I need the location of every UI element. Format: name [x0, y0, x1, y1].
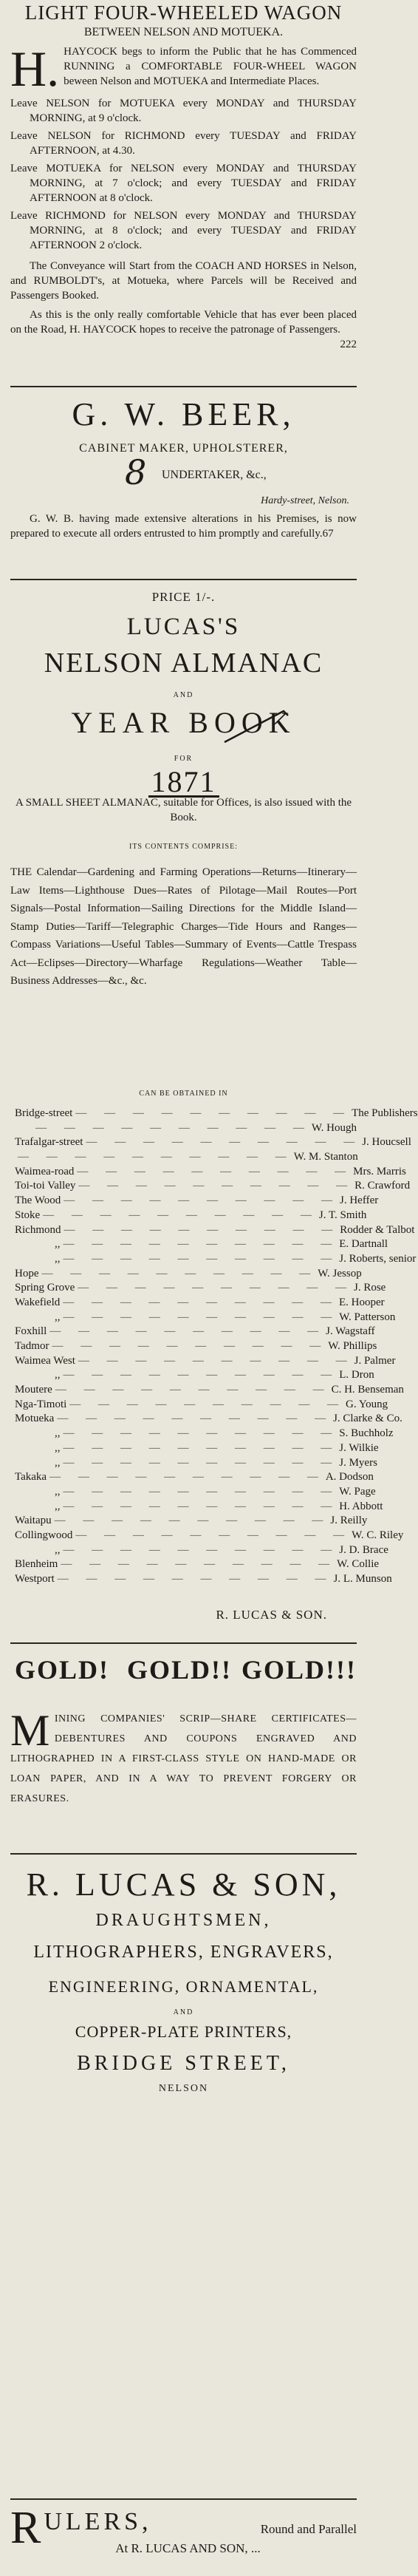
leader-dots: — — — — — — — — — — — [63, 1485, 340, 1498]
divider — [10, 386, 357, 387]
beer-line3: Hardy-street, Nelson. — [261, 495, 349, 506]
agent-place: Takaka — [15, 1471, 47, 1484]
leader-dots: — — — — — — — — — — — [78, 1180, 355, 1192]
closing-sentence: As this is the only really comfortable Vehicle that has ever been placed on the Road, H. HAYCOCK hopes to receive the patronage of Passengers. — [10, 309, 357, 336]
leader-dots: — — — — — — — — — — — [63, 1252, 340, 1265]
agent-name: J. Clarke & Co. — [333, 1413, 402, 1425]
agent-place: Tadmor — [15, 1340, 49, 1352]
rulers-drop-cap: R — [10, 2503, 41, 2553]
agent-name: J. Reilly — [330, 1515, 368, 1527]
leader-dots: — — — — — — — — — — — [75, 1529, 352, 1541]
divider — [10, 1642, 357, 1644]
lucas-line1: DRAUGHTSMEN, — [95, 1911, 272, 1930]
beer-line1: CABINET MAKER, UPHOLSTERER, — [79, 442, 288, 455]
agent-row — [15, 1543, 388, 1558]
agent-name: W. Phillips — [328, 1340, 377, 1352]
wagon-intro: HAYCOCK begs to inform the Public that he has Commenced RUNNING a COMFORTABLE FOUR-WHEEL WAGON beween Nelson and MOTUEKA and Intermediate Places. — [64, 46, 357, 87]
divider — [10, 1853, 357, 1855]
agent-row — [15, 1572, 392, 1587]
ad-ref: 222 — [340, 339, 357, 350]
agent-row — [15, 1441, 379, 1456]
gold-body-text: INING COMPANIES' SCRIP—SHARE CERTIFICATES—DEBENTURES AND COUPONS ENGRAVED AND LITHOGRAPHED IN A FIRST-CLASS STYLE ON HAND-MADE OR LOAN PAPER, AND IN A WAY TO PREVENT FORGERY OR ERASURES. — [10, 1713, 357, 1804]
agent-place: Spring Grove — [15, 1282, 75, 1294]
agent-row — [15, 1368, 374, 1383]
agent-name: J. Palmer — [354, 1354, 396, 1367]
agent-place: ,, — [55, 1500, 61, 1512]
agent-name: C. H. Benseman — [331, 1384, 404, 1396]
agent-place: ,, — [55, 1427, 61, 1440]
beer-body — [10, 512, 357, 541]
handwritten-mark: 8 — [125, 452, 147, 492]
agent-name: Rodder & Talbot — [340, 1223, 415, 1236]
beer-line2: UNDERTAKER, &c., — [162, 469, 267, 481]
leader-dots: — — — — — — — — — — — [63, 1441, 340, 1454]
agent-place: ,, — [55, 1485, 61, 1498]
gold-drop-cap: M — [10, 1706, 50, 1755]
lucas-and: AND — [173, 2008, 194, 2016]
lucas-line6: NELSON — [158, 2083, 209, 2094]
agent-place: Foxhill — [15, 1325, 47, 1338]
agent-name: L. Dron — [339, 1369, 374, 1382]
agent-row — [15, 1107, 418, 1121]
agent-row — [15, 1485, 376, 1500]
agent-place — [15, 1121, 32, 1136]
agent-row — [15, 1209, 367, 1223]
leader-dots: — — — — — — — — — — — [49, 1325, 326, 1338]
lucas-ad — [10, 1866, 357, 2095]
leader-dots: — — — — — — — — — — — [64, 1194, 340, 1207]
rulers-word-text: ULERS, — [44, 2508, 152, 2535]
agent-row — [15, 1165, 406, 1180]
agent-name: J. Roberts, senior — [339, 1252, 417, 1265]
agent-name: Mrs. Marris — [353, 1165, 406, 1177]
gold-3: GOLD!!! — [241, 1655, 357, 1685]
agent-row — [15, 1237, 388, 1252]
leader-dots: — — — — — — — — — — — [49, 1471, 326, 1484]
year-text: 1871 — [151, 765, 216, 798]
agent-place: The Wood — [15, 1194, 61, 1207]
agent-name: J. Myers — [339, 1456, 377, 1469]
leader-dots: — — — — — — — — — — — [54, 1515, 331, 1527]
gold-2: GOLD!! — [127, 1655, 232, 1685]
pen-stroke — [10, 705, 357, 757]
agent-place: Moutere — [15, 1384, 52, 1396]
agent-place: ,, — [55, 1456, 61, 1469]
beer-ref: 67 — [322, 528, 334, 540]
leader-dots: — — — — — — — — — — — [63, 1238, 340, 1251]
agent-place: Richmond — [15, 1223, 61, 1236]
lucas-line4: COPPER-PLATE PRINTERS, — [75, 2022, 292, 2041]
agent-row — [15, 1194, 379, 1209]
wagon-title-line2: BETWEEN NELSON AND MOTUEKA. — [83, 26, 284, 38]
agent-place: Nga-Timoti — [15, 1398, 67, 1410]
wagon-ad-title — [10, 1, 357, 39]
agent-place: Hope — [15, 1267, 39, 1279]
agent-row — [15, 1179, 411, 1194]
agent-row — [15, 1514, 368, 1529]
agent-row — [15, 1339, 377, 1354]
agent-row — [15, 1296, 385, 1311]
year-book-text: YEAR BOOK — [71, 706, 296, 739]
lucas-line2: LITHOGRAPHERS, ENGRAVERS, — [33, 1943, 334, 1962]
agent-place: ,, — [55, 1238, 61, 1251]
leader-dots: — — — — — — — — — — — [63, 1296, 340, 1308]
signature: R. LUCAS & SON. — [216, 1608, 327, 1622]
gold-1: GOLD! — [15, 1655, 110, 1685]
agent-row — [15, 1456, 377, 1471]
agent-name: J. Heffer — [340, 1194, 379, 1207]
and-label: AND — [173, 691, 194, 699]
agent-row — [15, 1252, 417, 1267]
schedule-2: Leave NELSON for RICHMOND every TUESDAY and FRIDAY AFTERNOON, at 4.30. — [10, 130, 357, 157]
leader-dots: — — — — — — — — — — — [63, 1456, 340, 1469]
leader-dots: — — — — — — — — — — — [57, 1413, 334, 1425]
leader-dots: — — — — — — — — — — — [43, 1209, 319, 1221]
divider — [10, 2498, 357, 2500]
sheet-note: A SMALL SHEET ALMANAC, suitable for Offices, is also issued with the Book. — [15, 797, 352, 823]
agent-row — [15, 1223, 415, 1238]
agent-place: Collingwood — [15, 1529, 73, 1541]
agent-name: W. M. Stanton — [293, 1151, 358, 1163]
agent-place: Waimea West — [15, 1354, 75, 1367]
contents-text: THE Calendar—Gardening and Farming Operations—Returns—Itinerary—Law Items—Lighthouse Dues—Rates of Pilotage—Mail Routes—Port Signals—Postal Information—Sailing Directions for the Middle Island—Stamp Duties—Tariff—Telegraphic Charges—Tide Hours and Ranges—Compass Variations—Useful Tables—Summary of Events—Cattle Trespass Act—Eclipses—Directory—Wharfage Regulations—Weather Table—Business Addresses—&c., &c. — [10, 866, 357, 987]
agents-list — [15, 1107, 418, 1587]
agent-row — [15, 1354, 396, 1369]
lucas-line5: BRIDGE STREET, — [77, 2052, 290, 2075]
agent-place: Motueka — [15, 1413, 55, 1425]
agent-name: R. Crawford — [354, 1180, 411, 1192]
drop-cap: H. — [10, 41, 60, 97]
lucas-line3: ENGINEERING, ORNAMENTAL, — [48, 1977, 319, 1996]
agent-place: ,, — [55, 1441, 61, 1454]
agent-place: ,, — [55, 1311, 61, 1323]
agent-place: Stoke — [15, 1209, 41, 1221]
agent-place: Waitapu — [15, 1515, 52, 1527]
agent-row — [15, 1121, 357, 1136]
agent-row — [15, 1398, 388, 1413]
agent-row — [15, 1267, 362, 1282]
almanac-title2: NELSON ALMANAC — [44, 648, 323, 679]
gold-headline — [10, 1654, 357, 1699]
divider — [10, 579, 357, 580]
agent-place: ,, — [55, 1543, 61, 1556]
leader-dots: — — — — — — — — — — — [57, 1573, 334, 1585]
agent-row — [15, 1325, 375, 1339]
leader-dots: — — — — — — — — — — — [55, 1384, 332, 1396]
schedule-1: Leave NELSON for MOTUEKA every MONDAY and THURSDAY MORNING, at 9 o'clock. — [10, 98, 357, 124]
agent-row — [15, 1412, 402, 1427]
agent-name: W. Hough — [311, 1121, 357, 1134]
agent-place: Blenheim — [15, 1558, 58, 1571]
agent-name: J. T. Smith — [318, 1209, 367, 1221]
price: PRICE 1/-. — [151, 590, 216, 604]
agent-name: A. Dodson — [325, 1471, 374, 1484]
almanac-title3 — [10, 705, 357, 740]
leader-dots: — — — — — — — — — — — [77, 1165, 354, 1177]
leader-dots: — — — — — — — — — — — [78, 1354, 354, 1367]
for-label: FOR — [174, 755, 193, 763]
agent-name: H. Abbott — [339, 1500, 383, 1512]
agent-name: E. Dartnall — [339, 1238, 388, 1251]
almanac-header — [10, 590, 357, 799]
agent-place: Bridge-street — [15, 1107, 73, 1119]
beer-body-text: G. W. B. having made extensive alterations in his Premises, is now prepared to execute all orders entrusted to him promptly and carefully. — [10, 513, 357, 540]
agent-row — [15, 1135, 411, 1150]
agent-name: W. Collie — [337, 1558, 380, 1571]
leader-dots: — — — — — — — — — — — [69, 1398, 346, 1410]
leader-dots: — — — — — — — — — — — [64, 1223, 340, 1236]
beer-name: G. W. BEER, — [72, 396, 295, 432]
leader-dots: — — — — — — — — — — — [63, 1543, 340, 1556]
beer-ad — [10, 395, 357, 541]
leader-dots: — — — — — — — — — — — [63, 1427, 340, 1440]
year — [151, 764, 216, 799]
agent-row — [15, 1500, 383, 1515]
rulers-ad — [10, 2503, 357, 2556]
leader-dots: — — — — — — — — — — — [63, 1369, 340, 1382]
schedule-3: Leave MOTUEKA for NELSON every MONDAY and THURSDAY MORNING, at 7 o'clock; and every TUESDAY and FRIDAY AFTERNOON at 8 o'clock. — [10, 163, 357, 204]
agent-name: E. Hooper — [339, 1296, 385, 1308]
agent-name: W. Page — [339, 1485, 376, 1498]
agent-place: Westport — [15, 1573, 55, 1585]
leader-dots: — — — — — — — — — — — [75, 1107, 352, 1119]
schedule-4: Leave RICHMOND for NELSON every MONDAY and THURSDAY MORNING, at 8 o'clock; and every TUESDAY and FRIDAY AFTERNOON 2 o'clock. — [10, 210, 357, 251]
gold-body — [10, 1706, 357, 1809]
leader-dots: — — — — — — — — — — — [18, 1151, 294, 1163]
agent-row — [15, 1427, 394, 1441]
beer-line2-row — [10, 452, 357, 495]
agent-name: W. Patterson — [339, 1311, 396, 1323]
leader-dots: — — — — — — — — — — — [63, 1311, 340, 1323]
leader-dots: — — — — — — — — — — — [35, 1121, 312, 1134]
agent-place: Trafalgar-street — [15, 1136, 83, 1149]
rulers-line2-tail: ... — [250, 2541, 261, 2555]
agent-row — [15, 1150, 357, 1165]
agent-name: W. Jessop — [318, 1267, 362, 1279]
agent-row — [15, 1383, 404, 1398]
agent-place: ,, — [55, 1252, 61, 1265]
rulers-line1: Round and Parallel — [260, 2522, 357, 2536]
leader-dots: — — — — — — — — — — — [41, 1267, 318, 1279]
agent-name: J. Wagstaff — [326, 1325, 375, 1338]
leader-dots: — — — — — — — — — — — [86, 1136, 363, 1149]
agent-row — [15, 1281, 386, 1296]
agent-name: J. Rose — [354, 1282, 386, 1294]
agent-name: The Publishers — [352, 1107, 418, 1119]
leader-dots: — — — — — — — — — — — [78, 1282, 354, 1294]
agent-place: Waimea-road — [15, 1165, 75, 1177]
wagon-title-line1: LIGHT FOUR-WHEELED WAGON — [24, 1, 343, 24]
agent-place: Wakefield — [15, 1296, 61, 1308]
agent-row — [15, 1529, 404, 1543]
contents-label: ITS CONTENTS COMPRISE: — [129, 843, 238, 851]
wagon-ad-body — [10, 41, 357, 352]
agent-name: W. C. Riley — [352, 1529, 404, 1541]
agent-name: G. Young — [346, 1398, 388, 1410]
rulers-line2-text: At R. LUCAS AND SON, — [115, 2541, 251, 2555]
leader-dots: — — — — — — — — — — — [63, 1500, 340, 1512]
agent-name: J. Houcsell — [362, 1136, 411, 1149]
agent-place: ,, — [55, 1369, 61, 1382]
agent-name: S. Buchholz — [339, 1427, 394, 1440]
almanac-title1: LUCAS'S — [126, 614, 241, 640]
agent-row — [15, 1470, 374, 1485]
agent-row — [15, 1557, 380, 1572]
lucas-name: R. LUCAS & SON, — [26, 1866, 341, 1903]
closing-text — [10, 307, 357, 350]
rulers-word — [10, 2507, 357, 2537]
conveyance-text: The Conveyance will Start from the COACH AND HORSES in Nelson, and RUMBOLDT's, at Motueka, where Parcels will be Received and Passengers Booked. — [10, 260, 357, 302]
agent-row — [15, 1311, 396, 1325]
leader-dots: — — — — — — — — — — — [52, 1340, 329, 1352]
obtained-label: CAN BE OBTAINED IN — [139, 1090, 228, 1098]
leader-dots: — — — — — — — — — — — [61, 1558, 338, 1571]
agent-name: J. D. Brace — [339, 1543, 388, 1556]
agent-name: J. Wilkie — [339, 1441, 379, 1454]
agent-name: J. L. Munson — [333, 1573, 392, 1585]
agent-place: Toi-toi Valley — [15, 1180, 76, 1192]
